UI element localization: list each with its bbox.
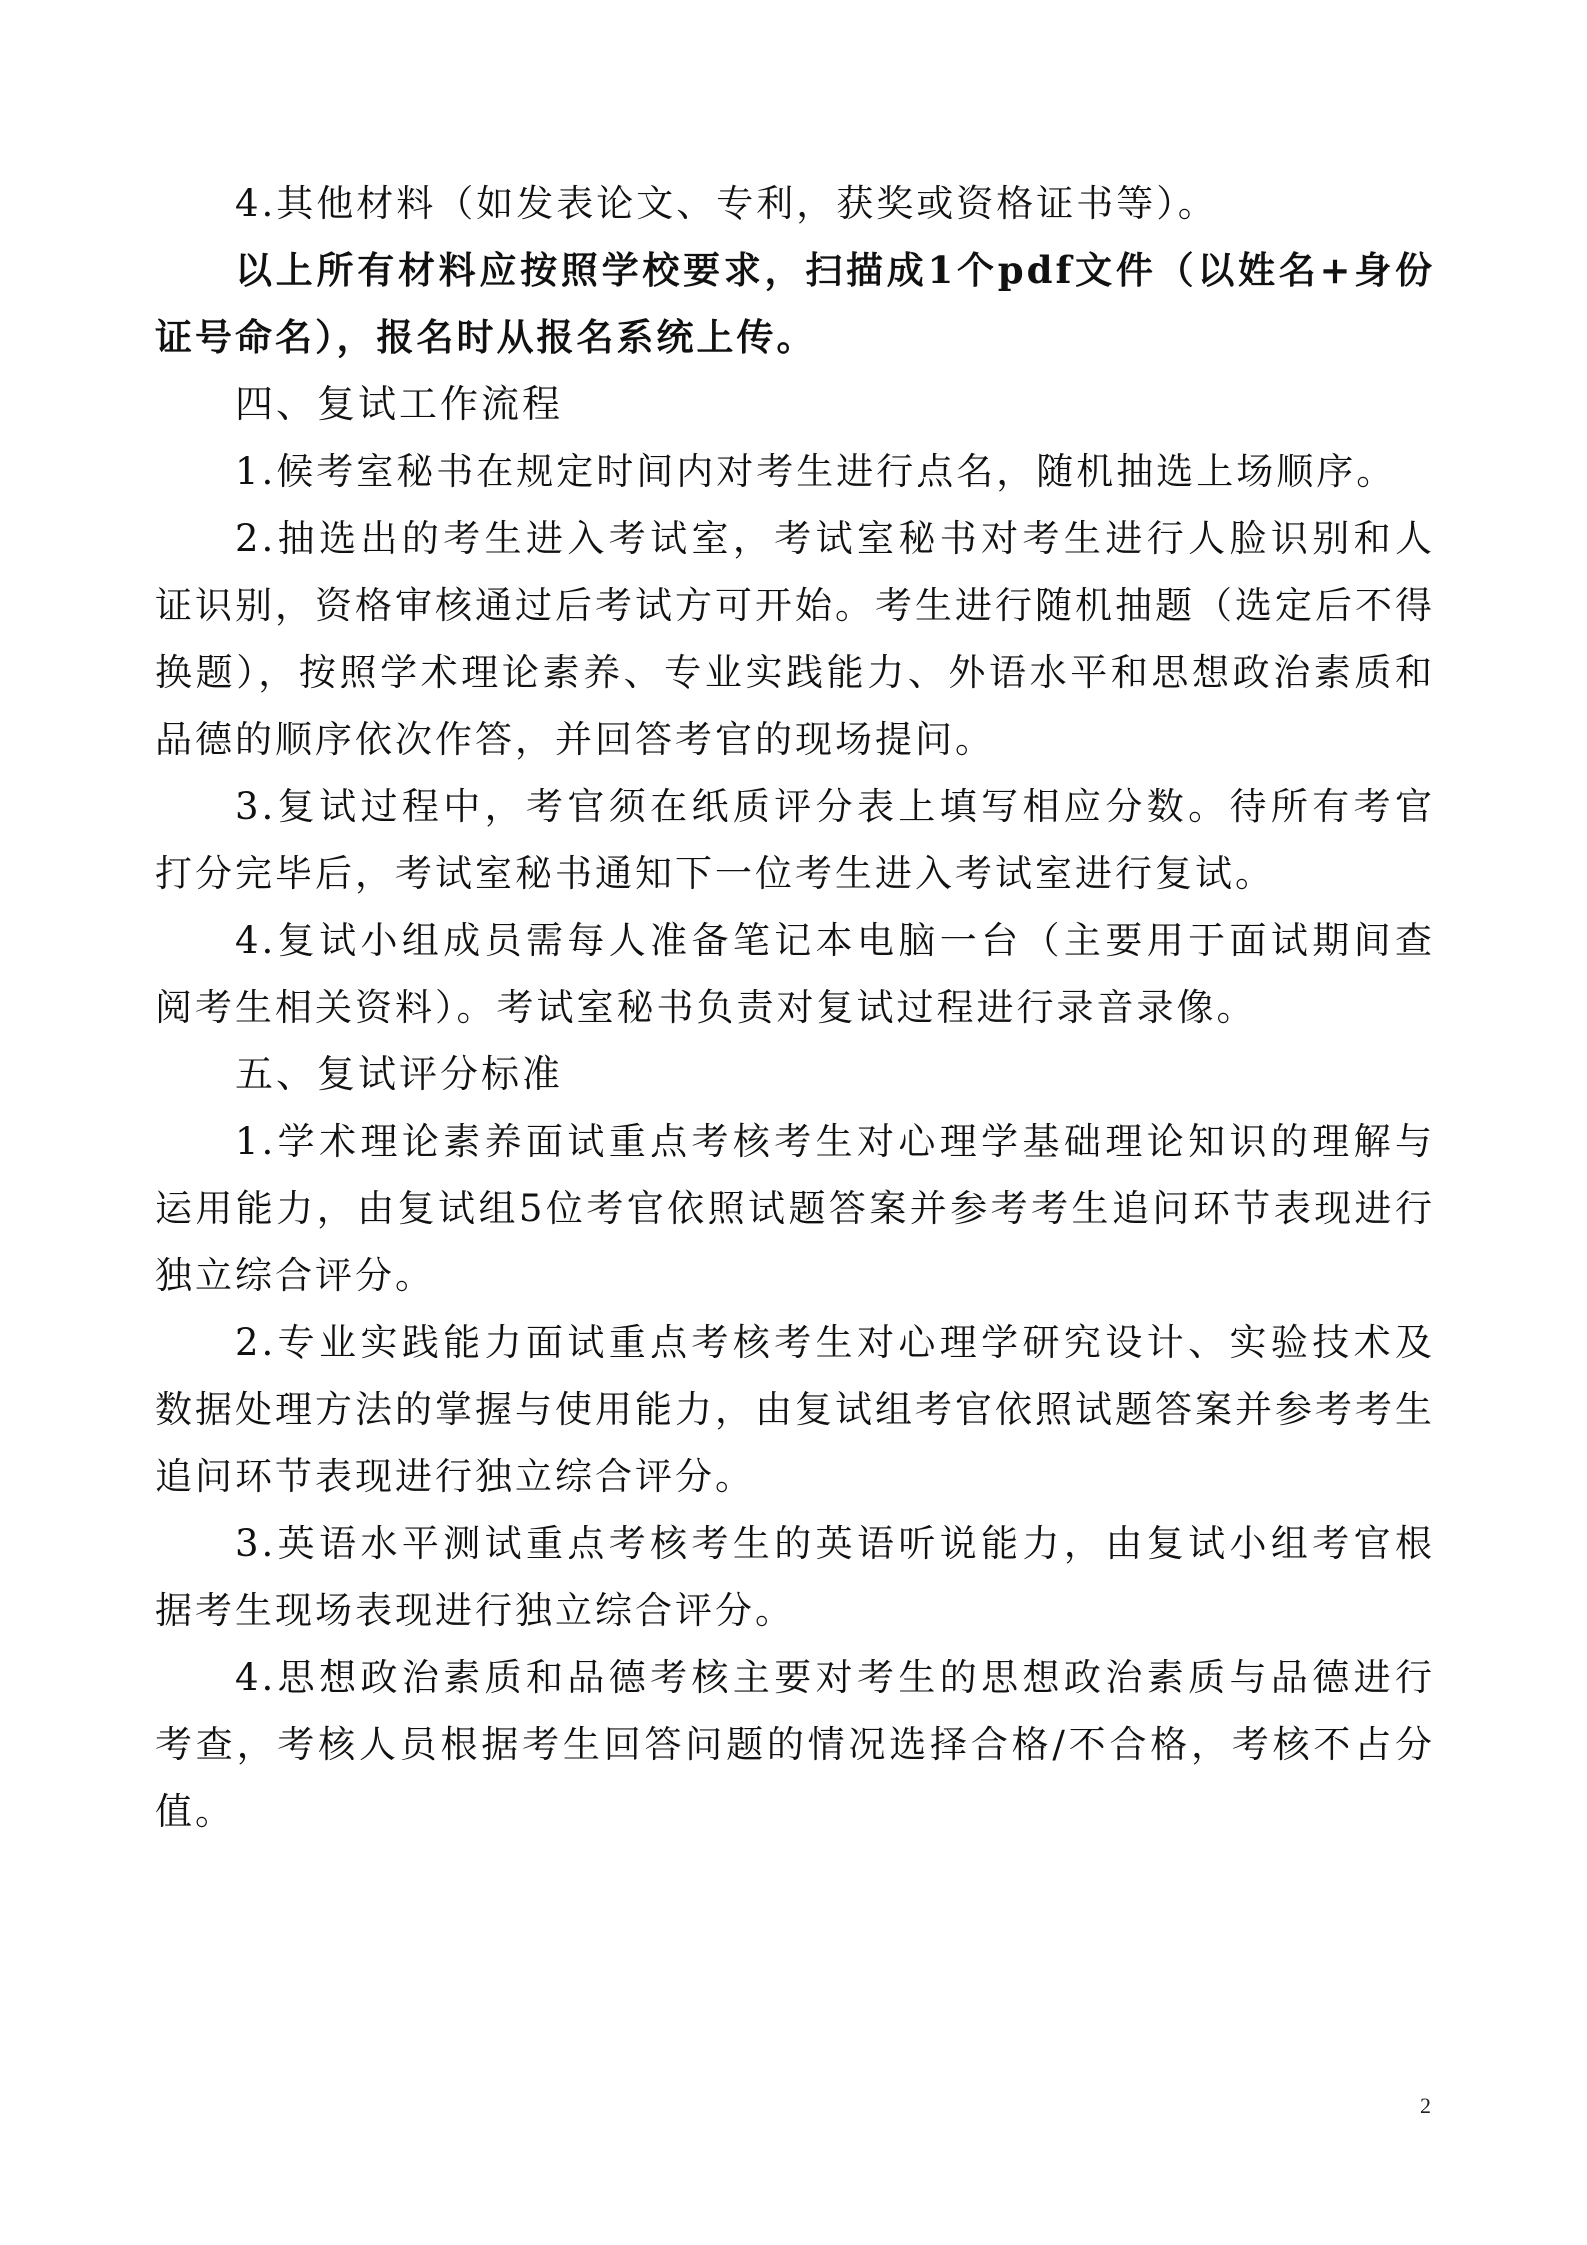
section-heading-process: 四、复试工作流程: [235, 382, 564, 426]
paragraph-scoring-2: 2.专业实践能力面试重点考核考生对心理学研究设计、实验技术及数据处理方法的掌握与使用能力，由复试组考官依照试题答案并参考考生追问环节表现进行独立综合评分。: [155, 1321, 1435, 1498]
paragraph-process-4: 4.复试小组成员需每人准备笔记本电脑一台（主要用于面试期间查阅考生相关资料）。考试室秘书负责对复试过程进行录音录像。: [155, 919, 1435, 1029]
paragraph-scoring-3: 3.英语水平测试重点考核考生的英语听说能力，由复试小组考官根据考生现场表现进行独立综合评分。: [155, 1522, 1435, 1632]
paragraph-process-3: 3.复试过程中，考官须在纸质评分表上填写相应分数。待所有考官打分完毕后，考试室秘书通知下一位考生进入考试室进行复试。: [155, 785, 1435, 895]
paragraph-other-materials: 4.其他材料（如发表论文、专利，获奖或资格证书等）。: [235, 182, 1218, 225]
document-body: [155, 170, 1435, 1845]
paragraph-upload-note: 以上所有材料应按照学校要求，扫描成1个pdf文件（以姓名+身份证号命名），报名时从报名系统上传。: [155, 248, 1435, 359]
section-heading-scoring: 五、复试评分标准: [235, 1052, 564, 1096]
paragraph-process-1: 1.候考室秘书在规定时间内对考生进行点名，随机抽选上场顺序。: [235, 450, 1397, 493]
paragraph-scoring-4: 4.思想政治素质和品德考核主要对考生的思想政治素质与品德进行考查，考核人员根据考生回答问题的情况选择合格/不合格，考核不占分值。: [155, 1656, 1435, 1833]
paragraph-process-2: 2.抽选出的考生进入考试室，考试室秘书对考生进行人脸识别和人证识别，资格审核通过后考试方可开始。考生进行随机抽题（选定后不得换题），按照学术理论素养、专业实践能力、外语水平和思想政治素质和品德的顺序依次作答，并回答考官的现场提问。: [155, 517, 1435, 761]
page-number: 2: [1420, 2093, 1431, 2118]
paragraph-scoring-1: 1.学术理论素养面试重点考核考生对心理学基础理论知识的理解与运用能力，由复试组5位考官依照试题答案并参考考生追问环节表现进行独立综合评分。: [155, 1120, 1435, 1297]
